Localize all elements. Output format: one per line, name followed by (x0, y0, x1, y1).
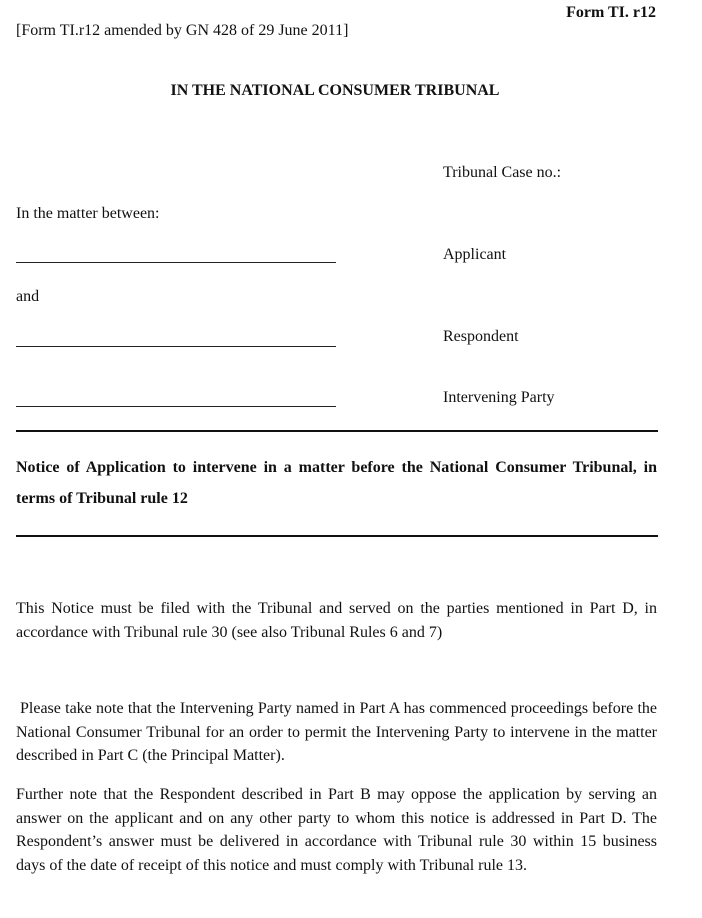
take-note-paragraph: Please take note that the Intervening Party named in Part A has commenced proceedings before the National Consumer Tribunal for an order to permit the Intervening Party to intervene in the matter described in Part C (the Principal Matter). (16, 700, 657, 764)
and-label: and (16, 288, 40, 305)
case-number-label: Tribunal Case no.: (443, 164, 562, 181)
respondent-label: Respondent (443, 328, 519, 345)
notice-title: Notice of Application to intervene in a matter before the National Consumer Tribunal, in terms of Tribunal rule 12 (16, 459, 657, 507)
intervening-party-name-blank[interactable] (16, 406, 336, 407)
amendment-note: [Form TI.r12 amended by GN 428 of 29 June 2011] (16, 22, 349, 39)
further-note-paragraph: Further note that the Respondent described in Part B may oppose the application by serving an answer on the applicant and on any other party to whom this notice is addressed in Part D. The Respondent’s answer must be delivered in accordance with Tribunal rule 30 within 15 business days of the date of receipt of this notice and must comply with Tribunal rule 13. (16, 786, 657, 874)
intervening-party-label: Intervening Party (443, 389, 555, 406)
form-number: Form TI. r12 (566, 4, 656, 21)
tribunal-heading: IN THE NATIONAL CONSUMER TRIBUNAL (170, 82, 500, 99)
applicant-label: Applicant (443, 246, 507, 263)
applicant-name-blank[interactable] (16, 262, 336, 263)
top-divider (16, 430, 658, 432)
filing-instructions: This Notice must be filed with the Tribunal and served on the parties mentioned in Part D, in accordance with Tribunal rule 30 (see also Tribunal Rules 6 and 7) (16, 600, 657, 641)
bottom-divider (16, 535, 658, 537)
respondent-name-blank[interactable] (16, 346, 336, 347)
matter-between-label: In the matter between: (16, 205, 160, 222)
